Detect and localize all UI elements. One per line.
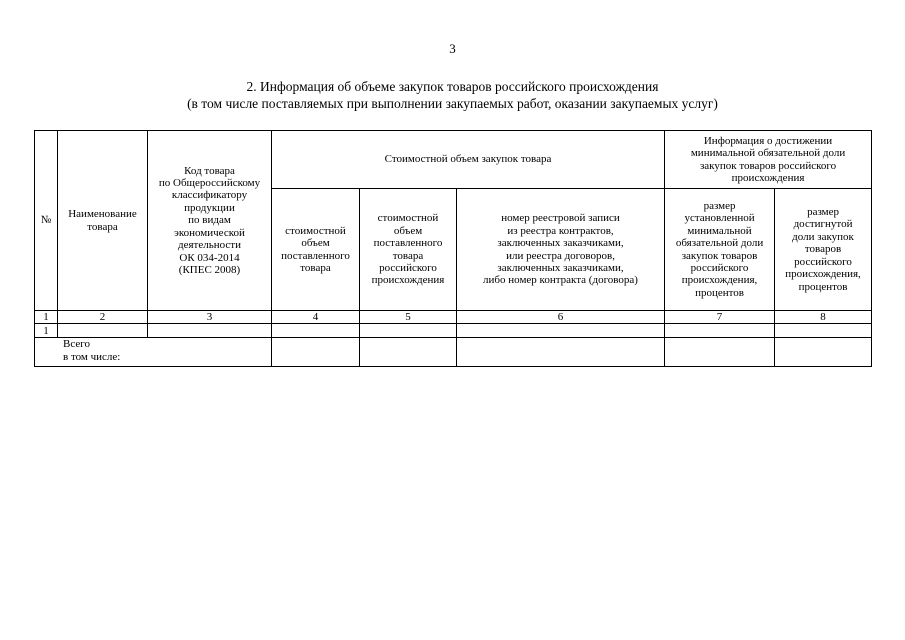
table-cell <box>775 338 872 367</box>
table-cell <box>775 324 872 338</box>
total-label: Всего в том числе: <box>35 338 272 367</box>
table-cell <box>457 338 665 367</box>
table-cell <box>360 338 457 367</box>
header-group-cost-volume: Стоимостной объем закупок товара <box>272 131 665 189</box>
table-cell <box>272 338 360 367</box>
table-cell <box>272 324 360 338</box>
column-number: 1 <box>35 311 58 324</box>
header-delivered-cost: стоимостной объем поставленного товара <box>272 189 360 311</box>
table-row <box>35 324 872 338</box>
header-achieved-share: размер достигнутой доли закупок товаров российского происхождения, процентов <box>775 189 872 311</box>
row-number-cell: 1 <box>35 324 58 338</box>
column-number: 6 <box>457 311 665 324</box>
header-registry-number: номер реестровой записи из реестра контрактов, заключенных заказчиками, или реестра договоров, заключенных заказчиками, либо номер контракта (договора) <box>457 189 665 311</box>
header-group-min-share: Информация о достижении минимальной обязательной доли закупок товаров российского происхождения <box>665 131 872 189</box>
column-number: 7 <box>665 311 775 324</box>
russian-goods-procurement-table <box>34 130 872 367</box>
column-number: 4 <box>272 311 360 324</box>
column-number: 5 <box>360 311 457 324</box>
table-cell <box>665 324 775 338</box>
header-established-share: размер установленной минимальной обязательной доли закупок товаров российского происхождения, процентов <box>665 189 775 311</box>
total-row <box>35 338 872 367</box>
section-title-line-2: (в том числе поставляемых при выполнении закупаемых работ, оказании закупаемых услуг) <box>187 96 718 111</box>
table-cell <box>148 324 272 338</box>
header-number: № <box>35 131 58 311</box>
section-title <box>0 78 905 112</box>
column-number: 3 <box>148 311 272 324</box>
header-product-name: Наименование товара <box>58 131 148 311</box>
column-number: 8 <box>775 311 872 324</box>
page-number: 3 <box>449 41 456 56</box>
header-product-code: Код товара по Общероссийскому классификатору продукции по видам экономической деятельности ОК 034-2014 (КПЕС 2008) <box>148 131 272 311</box>
section-title-line-1: 2. Информация об объеме закупок товаров российского происхождения <box>246 79 659 94</box>
column-number: 2 <box>58 311 148 324</box>
column-numbers-row <box>35 311 872 324</box>
table-cell <box>360 324 457 338</box>
table-cell <box>665 338 775 367</box>
table-cell <box>58 324 148 338</box>
table-cell <box>457 324 665 338</box>
header-russian-delivered-cost: стоимостной объем поставленного товара российского происхождения <box>360 189 457 311</box>
